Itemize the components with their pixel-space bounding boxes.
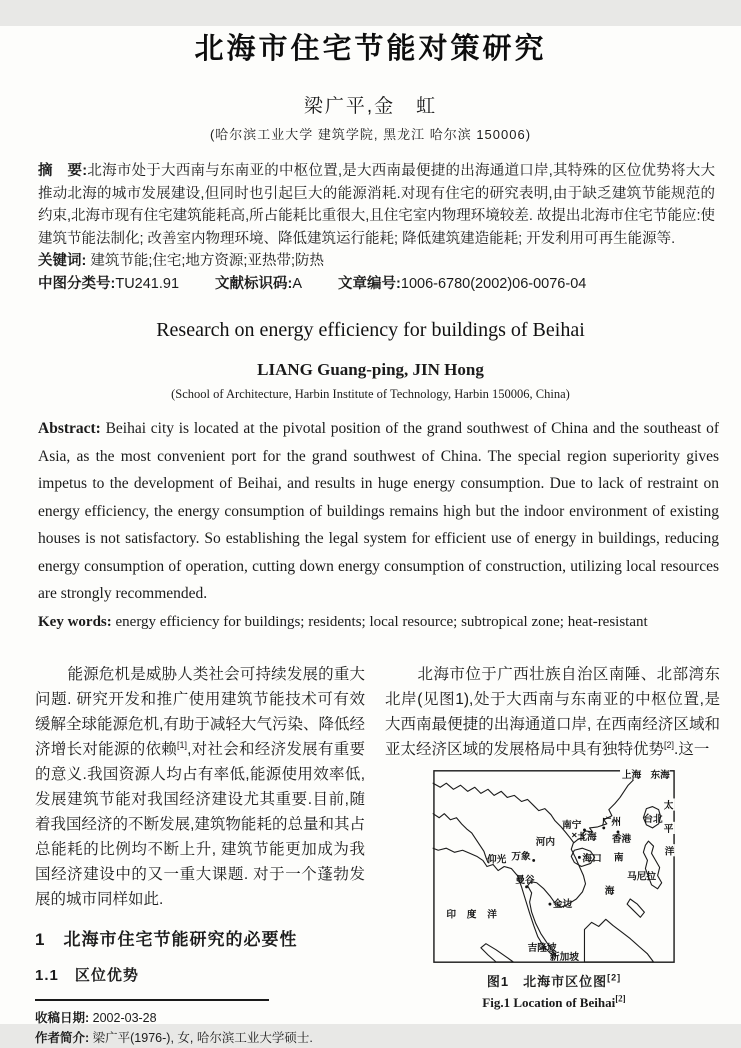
map-label-beihai: 北海 bbox=[577, 831, 597, 843]
abstract-zh-text: 北海市处于大西南与东南亚的中枢位置,是大西南最便捷的出海通道口岸,其特殊的区位优势将大大推动北海的城市发展建设,但同时也引起巨大的能源消耗.对现有住宅的研究表明,由于缺乏建筑节能规范的约束,北海市现有住宅建筑能耗高,所占能耗比重很大,且住宅室内物理环境较差. 故提出北海市住宅节能应:使建筑节能法制化; 改善室内物理环境、降低建筑运行能耗; 降低建筑建造能耗; 开发利用可再生能源等. bbox=[38, 163, 715, 247]
location-text-1: 北海市位于广西壮族自治区南陲、北部湾东北岸(见图1),处于大西南与东南亚的中枢位置,是大西南最便捷的出海通道口岸, 在西南经济区域和亚太经济区域的发展格局中具有独特优势 bbox=[385, 665, 720, 758]
figure-caption-en bbox=[433, 995, 675, 1011]
map-island-sumatra bbox=[481, 943, 514, 961]
abstract-zh bbox=[38, 160, 715, 250]
figure-caption-en-text: Fig.1 Location of Beihai bbox=[482, 994, 616, 1010]
section-heading-1-1: 1.1 区位优势 bbox=[35, 966, 139, 984]
received-date-value: 2002-03-28 bbox=[89, 1010, 157, 1025]
map-label-shanghai: 上海 bbox=[622, 769, 642, 781]
figure-caption-en-sup: [2] bbox=[615, 993, 626, 1004]
map-label-kuala-lumpur: 吉隆坡 bbox=[527, 942, 557, 954]
chinese-meta-block bbox=[38, 160, 715, 295]
marker-bangkok bbox=[525, 885, 528, 888]
abstract-en-label: Abstract: bbox=[38, 420, 101, 437]
article-id-label: 文章编号: bbox=[338, 275, 401, 292]
map-label-yangon: 仰光 bbox=[486, 853, 507, 865]
affiliation-zh: (哈尔滨工业大学 建筑学院, 黑龙江 哈尔滨 150006) bbox=[209, 127, 532, 142]
figure-1 bbox=[433, 770, 675, 1011]
intro-paragraph bbox=[35, 662, 365, 912]
map-coast-mainland bbox=[433, 770, 633, 956]
author-bio-label: 作者简介: bbox=[35, 1030, 90, 1045]
doc-code-label: 文献标识码: bbox=[215, 275, 293, 292]
map-label-hanoi: 河内 bbox=[535, 836, 556, 848]
keywords-zh-label: 关键词: bbox=[38, 253, 87, 269]
citation-ref-2: [2] bbox=[664, 739, 675, 750]
location-text-2: .这一 bbox=[674, 740, 710, 758]
map-label-pacific-3: 洋 bbox=[664, 845, 675, 857]
abstract-en-text: Beihai city is located at the pivotal position of the grand southwest of China and the southeast of Asia, as the most convenient port for the grand southwest of China. The special region superiority gives impetus to the development of Beihai, and results in huge energy consumption. Due to lack of restraint on energy efficiency, the energy consumption of buildings remains high but the indoor environment of existing houses is not satisfactory. So establishing the legal system for efficient use of energy in buildings, reducing energy consumption of operation, cutting down energy consumption of construction, utilizing local resources are strongly recommended. bbox=[38, 420, 719, 602]
intro-text-2: ,对社会和经济发展有重要的意义.我国资源人均占有率低,能源使用效率低, 发展建筑节能对我国经济建设尤其重要.目前,随着我国经济的不断发展,建筑物能耗的总量和其占总能耗的比例均不断上升, 建筑节能更加成为我国经济建设中的又一重大课题. 对于一个蓬勃发展的城市同样如此. bbox=[35, 740, 365, 908]
figure-caption-zh-sup: [2] bbox=[607, 972, 622, 983]
map-island-borneo bbox=[584, 919, 653, 962]
map-label-phnom-penh: 金边 bbox=[552, 898, 573, 910]
keywords-zh-text: 建筑节能;住宅;地方资源;亚热带;防热 bbox=[86, 253, 324, 269]
section-heading-1: 1 北海市住宅节能研究的必要性 bbox=[35, 929, 298, 949]
article-id-value: 1006-6780(2002)06-0076-04 bbox=[400, 275, 587, 292]
author-bio-value: 梁广平(1976-), 女, 哈尔滨工业大学硕士. bbox=[89, 1030, 313, 1045]
map-border-west bbox=[433, 813, 488, 862]
map-label-south-char: 南 bbox=[613, 851, 624, 863]
map-frame bbox=[434, 770, 674, 961]
figure-caption-zh-text: 图1 北海市区位图 bbox=[486, 973, 608, 989]
map-border-china bbox=[433, 783, 573, 842]
two-column-body bbox=[35, 662, 720, 1048]
map-label-sea-char: 海 bbox=[604, 885, 615, 897]
map-label-manila: 马尼拉 bbox=[627, 871, 657, 883]
map-label-vientiane: 万象 bbox=[511, 850, 531, 862]
marker-vientiane bbox=[532, 858, 535, 861]
map-label-singapore: 新加坡 bbox=[549, 951, 579, 963]
authors-en: LIANG Guang-ping, JIN Hong bbox=[257, 360, 484, 379]
map-label-nanning: 南宁 bbox=[562, 819, 582, 831]
doc-code-value: A bbox=[292, 275, 303, 292]
map-label-hongkong: 香港 bbox=[611, 833, 632, 845]
footnote-received-date bbox=[35, 1008, 365, 1028]
clc-label: 中图分类号: bbox=[38, 275, 116, 292]
authors-zh: 梁广平,金 虹 bbox=[303, 96, 438, 117]
marker-beihai-star bbox=[572, 832, 576, 836]
marker-phnom-penh bbox=[549, 902, 552, 905]
footnote-block bbox=[35, 999, 365, 1048]
map-label-guangzhou: 广州 bbox=[601, 816, 622, 828]
map-label-haikou: 海口 bbox=[582, 852, 602, 864]
location-map bbox=[433, 770, 675, 963]
map-label-bangkok: 曼谷 bbox=[515, 874, 535, 886]
marker-haikou bbox=[578, 855, 581, 858]
map-coastlines bbox=[433, 770, 662, 962]
map-labels bbox=[446, 769, 674, 963]
footnote-author-bio bbox=[35, 1028, 365, 1048]
affiliation-en: (School of Architecture, Harbin Institute of Technology, Harbin 150006, China) bbox=[171, 387, 570, 401]
keywords-en-label: Key words: bbox=[38, 613, 112, 630]
map-island-palawan bbox=[627, 899, 644, 917]
footnote-divider bbox=[35, 999, 269, 1001]
classification-line bbox=[38, 273, 715, 296]
map-label-pacific-2: 平 bbox=[663, 823, 674, 835]
left-column bbox=[35, 662, 365, 1048]
keywords-en-text: energy efficiency for buildings; residents; local resource; subtropical zone; heat-resistant bbox=[111, 613, 648, 630]
map-label-east-china-sea: 东海 bbox=[650, 769, 670, 781]
page-title: 北海市住宅节能对策研究 bbox=[194, 33, 547, 65]
keywords-en bbox=[38, 609, 719, 635]
location-paragraph bbox=[385, 662, 720, 762]
keywords-zh bbox=[38, 250, 715, 273]
abstract-zh-label: 摘 要: bbox=[38, 163, 88, 179]
paper-page bbox=[0, 26, 741, 1045]
figure-caption-zh bbox=[433, 971, 675, 990]
clc-value: TU241.91 bbox=[115, 275, 180, 292]
marker-hongkong bbox=[617, 830, 620, 833]
right-column bbox=[385, 662, 720, 1048]
intro-text-1: 能源危机是威胁人类社会可持续发展的重大问题. 研究开发和推广使用建筑节能技术可有效缓解全球能源危机,有助于减轻大气污染、降低经济增长对能源的依赖 bbox=[35, 665, 365, 758]
title-en: Research on energy efficiency for buildings of Beihai bbox=[156, 319, 585, 341]
map-label-taipei: 台北 bbox=[643, 813, 663, 825]
marker-nanning bbox=[583, 828, 586, 831]
citation-ref-1: [1] bbox=[177, 739, 188, 750]
received-date-label: 收稿日期: bbox=[35, 1010, 90, 1025]
map-label-pacific-1: 太 bbox=[663, 800, 674, 812]
abstract-en bbox=[38, 415, 719, 608]
map-label-indian-ocean: 印 度 洋 bbox=[446, 908, 501, 920]
